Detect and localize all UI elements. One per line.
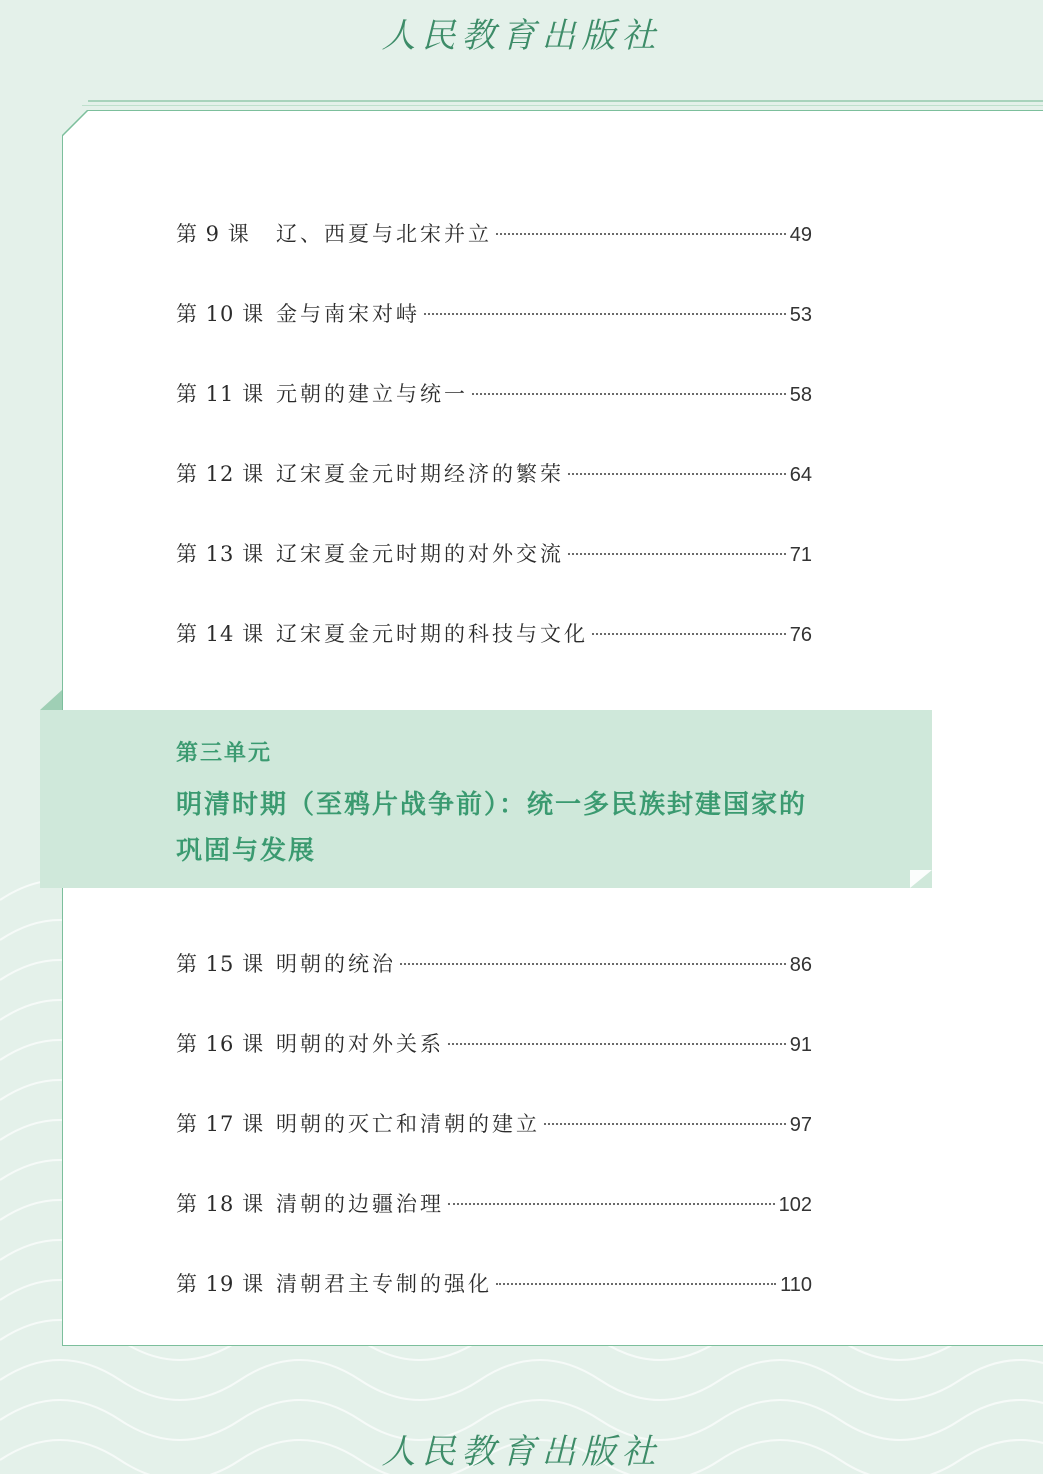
lesson-number: 第 11 课	[176, 382, 265, 406]
lesson-number: 第 19 课	[176, 1272, 265, 1296]
lesson-number: 第 16 课	[176, 1032, 265, 1056]
card-corner-cut	[62, 110, 90, 138]
unit-title-line-2: 巩固与发展	[176, 836, 317, 866]
page-number: 53	[789, 304, 812, 326]
lesson-number: 第 14 课	[176, 622, 265, 646]
lesson-title: 明朝的对外关系	[276, 1032, 444, 1056]
page-number: 97	[789, 1114, 812, 1136]
lesson-title: 金与南宋对峙	[276, 302, 420, 326]
toc-entry-lesson-16[interactable]	[176, 1028, 812, 1058]
dot-leader	[568, 552, 786, 555]
dot-leader	[448, 1202, 775, 1205]
lesson-title: 清朝的边疆治理	[276, 1192, 444, 1216]
lesson-number: 第 12 课	[176, 462, 265, 486]
page-number: 102	[778, 1194, 812, 1216]
toc-entry-lesson-10[interactable]	[176, 298, 812, 328]
page-number: 91	[789, 1034, 812, 1056]
dot-leader	[424, 312, 786, 315]
toc-entry-lesson-11[interactable]	[176, 378, 812, 408]
toc-entry-lesson-14[interactable]	[176, 618, 812, 648]
unit-title[interactable]	[176, 782, 836, 874]
toc-entry-lesson-9[interactable]	[176, 218, 812, 248]
page-number: 64	[789, 464, 812, 486]
lesson-title: 清朝君主专制的强化	[276, 1272, 492, 1296]
lesson-title: 明朝的统治	[276, 952, 396, 976]
dot-leader	[448, 1042, 786, 1045]
dot-leader	[400, 962, 786, 965]
lesson-title: 明朝的灭亡和清朝的建立	[276, 1112, 540, 1136]
lesson-title: 辽宋夏金元时期的对外交流	[276, 542, 564, 566]
toc-entry-lesson-12[interactable]	[176, 458, 812, 488]
page-number: 76	[789, 624, 812, 646]
page-number: 71	[789, 544, 812, 566]
lesson-number: 第 10 课	[176, 302, 265, 326]
toc-entry-lesson-19[interactable]	[176, 1268, 812, 1298]
lesson-number: 第 15 课	[176, 952, 265, 976]
toc-entry-lesson-15[interactable]	[176, 948, 812, 978]
toc-entry-lesson-18[interactable]	[176, 1188, 812, 1218]
unit-title-line-1: 明清时期（至鸦片战争前）：统一多民族封建国家的	[176, 790, 808, 820]
lesson-title: 辽宋夏金元时期的科技与文化	[276, 622, 588, 646]
unit-band-fold-top	[40, 690, 62, 710]
page-number: 58	[789, 384, 812, 406]
toc-entry-lesson-13[interactable]	[176, 538, 812, 568]
page-number: 49	[789, 224, 812, 246]
unit-label[interactable]: 第三单元	[176, 740, 273, 766]
dot-leader	[472, 392, 786, 395]
lesson-number: 第 17 课	[176, 1112, 265, 1136]
lesson-title: 元朝的建立与统一	[276, 382, 468, 406]
lesson-title: 辽宋夏金元时期经济的繁荣	[276, 462, 564, 486]
page-number: 110	[780, 1274, 812, 1296]
unit-band-fold-bottom	[910, 870, 932, 888]
dot-leader	[568, 472, 786, 475]
lesson-number: 第 18 课	[176, 1192, 265, 1216]
lesson-number: 第 9 课	[176, 222, 250, 246]
lesson-number: 第 13 课	[176, 542, 265, 566]
toc-entry-lesson-17[interactable]	[176, 1108, 812, 1138]
publisher-logo-top: 人民教育出版社	[381, 16, 662, 56]
page-number: 86	[789, 954, 812, 976]
lesson-title: 辽、西夏与北宋并立	[276, 222, 492, 246]
dot-leader	[496, 232, 786, 235]
dot-leader	[496, 1282, 776, 1285]
publisher-logo-bottom: 人民教育出版社	[381, 1432, 662, 1472]
dot-leader	[592, 632, 786, 635]
dot-leader	[544, 1122, 786, 1125]
